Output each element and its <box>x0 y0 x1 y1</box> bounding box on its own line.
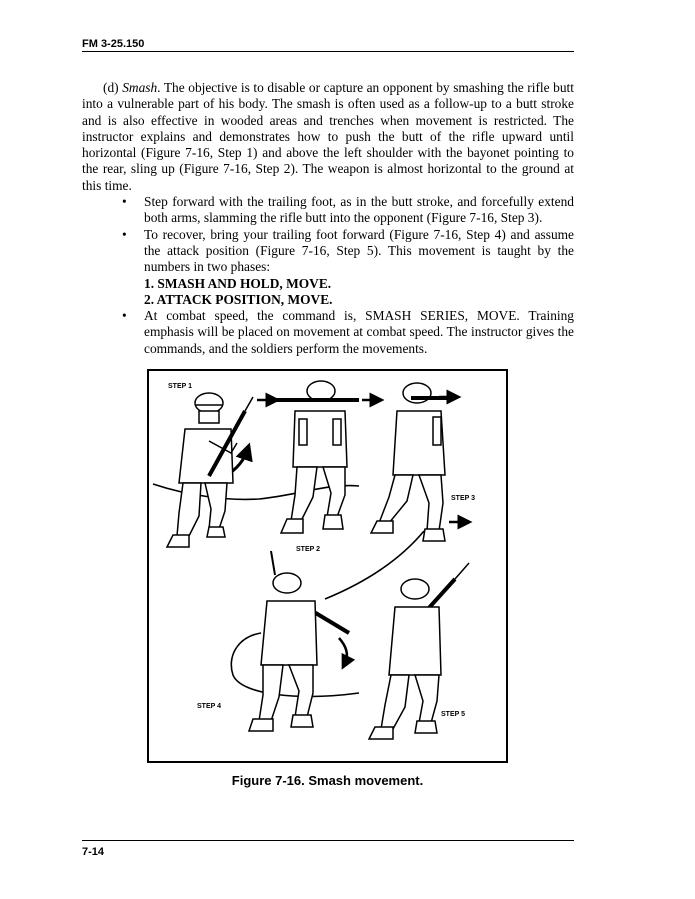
step-5-label: STEP 5 <box>441 711 465 718</box>
step-3-label: STEP 3 <box>451 495 475 502</box>
soldier-step-4-illustration <box>249 551 349 731</box>
phase-item: 2. ATTACK POSITION, MOVE. <box>144 291 333 307</box>
bullet-glyph: • <box>122 308 127 324</box>
soldier-step-1-illustration <box>167 393 253 547</box>
step-4-label: STEP 4 <box>197 703 221 710</box>
arrow-icon <box>339 638 347 663</box>
bullet-glyph: • <box>122 194 127 210</box>
step-1-label: STEP 1 <box>168 383 192 390</box>
bullet-text: Step forward with the trailing foot, as in the butt stroke, and forcefully extend both arms, slamming the rifle butt into the opponent (Figure 7-16, Step 3). <box>144 194 574 226</box>
bullet-text: At combat speed, the command is, SMASH SERIES, MOVE. Training emphasis will be placed on movement at combat speed. The instructor gives the commands, and the soldiers perform the movements. <box>144 308 574 356</box>
bullet-list <box>82 194 574 357</box>
paragraph-text: . The objective is to disable or capture an opponent by smashing the rifle butt into a vulnerable part of his body. The smash is often used as a follow-up to a butt stroke and is also effective in wooded areas and trenches when movement is restricted. The instructor explains and demonstrates how to push the butt of the rifle upward until horizontal (Figure 7-16, Step 1) and above the left shoulder with the bayonet pointing to the rear, sling up (Figure 7-16, Step 2). The weapon is almost horizontal to the ground at this time. <box>82 80 574 193</box>
phase-list <box>144 276 574 309</box>
header-rule <box>82 51 574 52</box>
smash-paragraph <box>82 80 574 194</box>
page-number: 7-14 <box>82 846 105 858</box>
bullet-item <box>82 308 574 357</box>
footer-rule <box>82 840 574 841</box>
soldier-step-3-illustration <box>371 383 447 541</box>
paragraph-label: (d) <box>103 80 123 95</box>
smash-movement-figure <box>147 369 508 763</box>
body-text <box>82 80 574 357</box>
bullet-text: To recover, bring your trailing foot forward (Figure 7-16, Step 4) and assume the attack position (Figure 7-16, Step 5). This movement is taught by the numbers in two phases: <box>144 226 574 275</box>
running-header: FM 3-25.150 <box>82 38 145 50</box>
bullet-glyph: • <box>122 226 127 242</box>
paragraph-title: Smash <box>122 80 158 95</box>
bullet-item <box>82 194 574 227</box>
phase-item: 1. SMASH AND HOLD, MOVE. <box>144 275 332 291</box>
bullet-item <box>82 227 574 308</box>
soldier-step-2-illustration <box>269 381 359 533</box>
step-2-label: STEP 2 <box>296 546 320 553</box>
figure-caption: Figure 7-16. Smash movement. <box>231 773 424 788</box>
